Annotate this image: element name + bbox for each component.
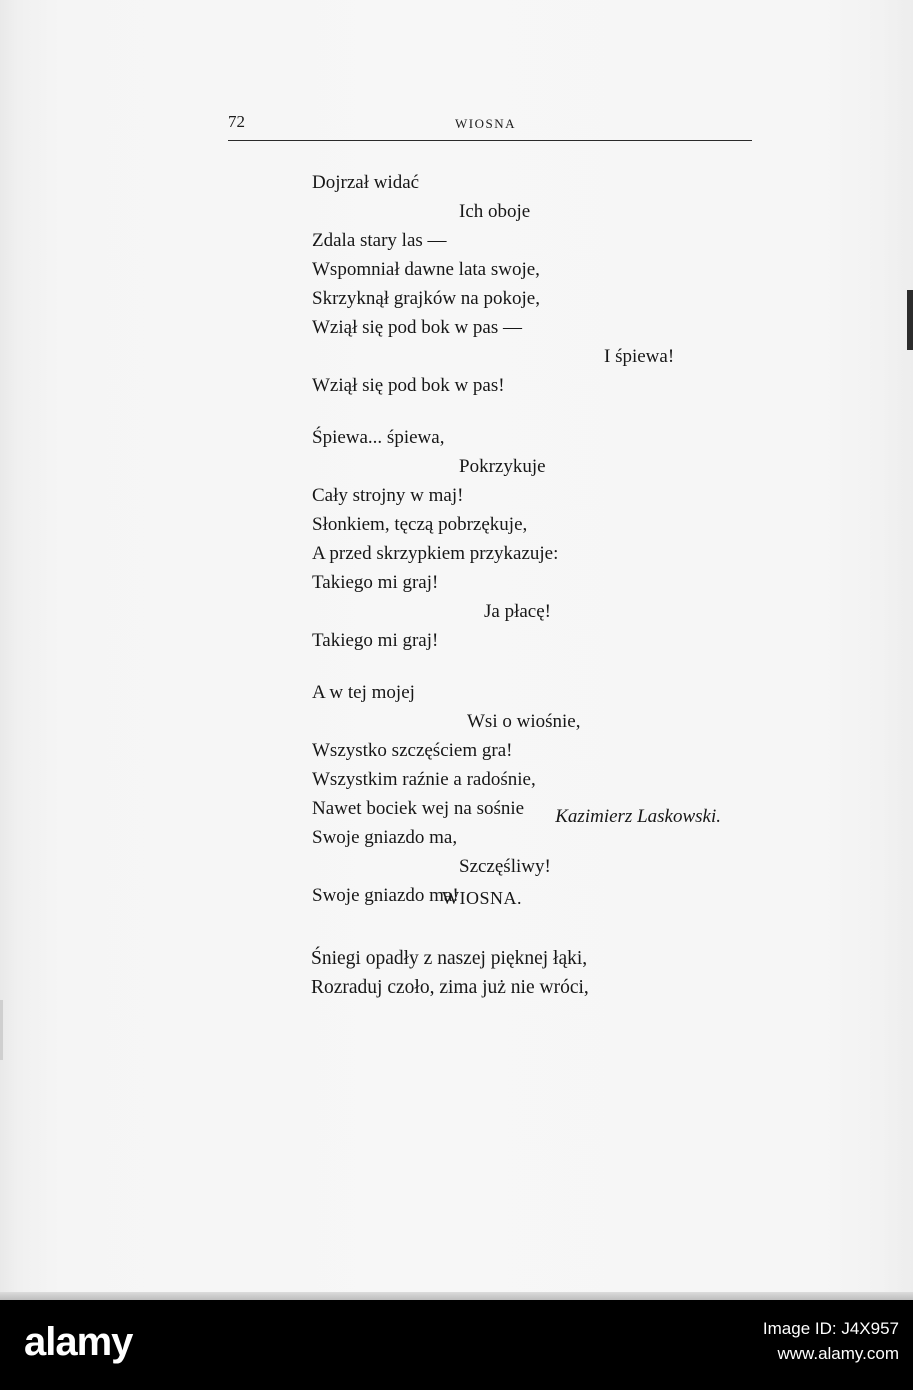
poem-line: Swoje gniazdo ma, [312, 827, 458, 848]
poem-line: Zdala stary las — [312, 230, 447, 251]
scan-edge-shadow [907, 290, 913, 350]
scan-bottom-edge [0, 1292, 913, 1300]
poem-line: A w tej mojej [312, 682, 415, 703]
poem-line: Szczęśliwy! [459, 856, 551, 877]
poem-line: Słonkiem, tęczą pobrzękuje, [312, 514, 528, 535]
watermark-url: www.alamy.com [777, 1344, 899, 1363]
poem-line: Swoje gniazdo ma! [312, 885, 459, 906]
poem-line: Nawet bociek wej na sośnie [312, 798, 525, 819]
alamy-logo: alamy [24, 1320, 133, 1364]
poem-line: Śpiewa... śpiewa, [312, 427, 445, 448]
poem-line: Wziął się pod bok w pas! [312, 375, 505, 396]
scan-edge-mark [0, 1000, 3, 1060]
page-number: 72 [228, 112, 245, 131]
next-poem-title: WIOSNA. [442, 888, 522, 908]
next-poem-body [311, 944, 731, 1002]
poem-line: Takiego mi graj! [312, 572, 439, 593]
poem-line: Wszystko szczęściem gra! [312, 740, 513, 761]
poem-line: Dojrzał widać [312, 172, 420, 193]
stanza-gap [312, 655, 732, 678]
poem-line: I śpiewa! [604, 346, 675, 367]
poem-line: Wziął się pod bok w pas — [312, 317, 523, 338]
running-head [228, 108, 752, 141]
running-title: WIOSNA [455, 116, 516, 131]
poem-line: Rozraduj czoło, zima już nie wróci, [311, 977, 589, 998]
poem-line: Takiego mi graj! [312, 630, 439, 651]
poem-line: A przed skrzypkiem przykazuje: [312, 543, 559, 564]
poem-author: Kazimierz Laskowski. [555, 806, 721, 827]
poem-line: Śniegi opadły z naszej pięknej łąki, [311, 948, 588, 969]
poem-line: Wszystkim raźnie a radośnie, [312, 769, 536, 790]
poem-line: Cały strojny w maj! [312, 485, 464, 506]
poem-line: Wsi o wiośnie, [467, 711, 581, 732]
stanza-gap [312, 400, 732, 423]
poem-line: Ich oboje [459, 201, 531, 222]
poem-line: Wspomniał dawne lata swoje, [312, 259, 540, 280]
poem-body [312, 168, 732, 910]
poem-line: Pokrzykuje [459, 456, 546, 477]
poem-line: Skrzyknął grajków na pokoje, [312, 288, 540, 309]
image-id: Image ID: J4X957 [762, 1319, 899, 1338]
watermark-info [763, 1316, 899, 1366]
poem-line: Ja płacę! [484, 601, 551, 622]
